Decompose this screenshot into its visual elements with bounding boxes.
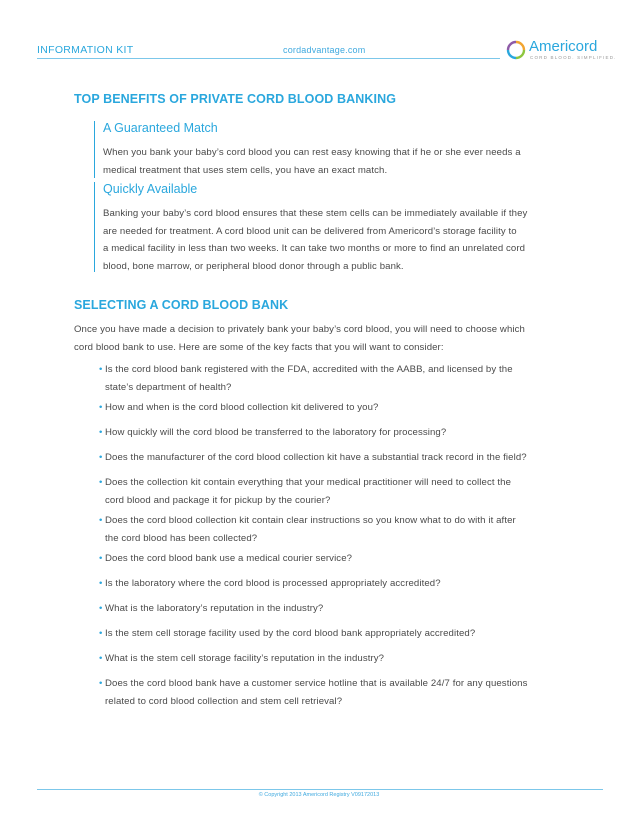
- logo-tagline: CORD BLOOD. SIMPLIFIED.: [530, 55, 617, 60]
- list-item: [99, 575, 569, 593]
- list-item: [99, 650, 569, 668]
- bullet-icon: •: [99, 452, 103, 463]
- text-line: cord blood bank to use. Here are some of the key facts that you will want to consider:: [74, 341, 444, 353]
- list-item-text: [105, 474, 511, 509]
- list-item-text: [105, 625, 475, 643]
- list-item-text: [105, 575, 441, 593]
- logo-ring-icon: [506, 40, 526, 60]
- copyright-notice: © Copyright 2013 Americord Registry V09172013: [258, 792, 380, 798]
- text-line: are needed for treatment. A cord blood unit can be delivered from Americord’s storage facility to: [103, 225, 517, 237]
- text-line: Does the cord blood bank use a medical courier service?: [105, 553, 353, 564]
- bullet-icon: •: [99, 402, 103, 413]
- list-item: [99, 512, 569, 547]
- text-line: a medical facility in less than two weeks. It can take two months or more to find an unrelated cord: [103, 243, 526, 254]
- bullet-icon: •: [99, 364, 103, 375]
- text-line: Is the stem cell storage facility used by the cord blood bank appropriately accredited?: [105, 628, 476, 639]
- text-line: What is the laboratory’s reputation in the industry?: [105, 603, 324, 614]
- list-item: [99, 625, 569, 643]
- text-line: How and when is the cord blood collection kit delivered to you?: [105, 402, 379, 413]
- list-item: [99, 449, 569, 467]
- bullet-icon: •: [99, 628, 103, 639]
- bullet-icon: •: [99, 427, 103, 438]
- text-line: Does the manufacturer of the cord blood collection kit have a substantial track record in the field?: [105, 452, 527, 463]
- quickly-available-text: [103, 205, 573, 275]
- list-item-text: [105, 399, 378, 417]
- bullet-icon: •: [99, 578, 103, 589]
- list-item: [99, 550, 569, 568]
- text-line: Does the collection kit contain everything that your medical practitioner will need to collect the: [105, 477, 512, 488]
- text-line: state’s department of health?: [105, 381, 232, 393]
- list-item-text: [105, 361, 513, 396]
- list-item-text: [105, 650, 384, 668]
- quickly-available-bar: [94, 182, 95, 272]
- list-item-text: [105, 600, 323, 618]
- guaranteed-match-heading: A Guaranteed Match: [103, 121, 218, 135]
- list-item: [99, 361, 569, 396]
- bullet-icon: •: [99, 678, 103, 689]
- website-url[interactable]: cordadvantage.com: [283, 45, 366, 55]
- list-item-text: [105, 449, 527, 467]
- text-line: What is the stem cell storage facility’s reputation in the industry?: [105, 653, 385, 664]
- quickly-available-heading: Quickly Available: [103, 182, 198, 196]
- text-line: Does the cord blood collection kit contain clear instructions so you know what to do with it after: [105, 515, 516, 526]
- list-item: [99, 424, 569, 442]
- list-item: [99, 474, 569, 509]
- benefits-title: TOP BENEFITS OF PRIVATE CORD BLOOD BANKING: [74, 92, 397, 106]
- text-line: How quickly will the cord blood be transferred to the laboratory for processing?: [105, 427, 447, 438]
- selecting-title: SELECTING A CORD BLOOD BANK: [74, 298, 289, 312]
- list-item-text: [105, 675, 527, 710]
- bullet-icon: •: [99, 553, 103, 564]
- bullet-icon: •: [99, 603, 103, 614]
- list-item: [99, 675, 569, 710]
- information-kit-label: INFORMATION KIT: [37, 44, 134, 56]
- text-line: Is the cord blood bank registered with the FDA, accredited with the AABB, and licensed by the: [105, 364, 513, 375]
- text-line: related to cord blood collection and stem cell retrieval?: [105, 695, 343, 707]
- logo-wordmark: Americord: [529, 38, 598, 55]
- list-item-text: [105, 550, 352, 568]
- bullet-icon: •: [99, 653, 103, 664]
- text-line: blood, bone marrow, or peripheral blood donor through a public bank.: [103, 260, 404, 272]
- text-line: Once you have made a decision to privately bank your baby’s cord blood, you will need to choose which: [74, 324, 525, 335]
- text-line: cord blood and package it for pickup by the courier?: [105, 494, 331, 506]
- footer-rule: [37, 789, 603, 790]
- guaranteed-match-text: [103, 144, 573, 179]
- bullet-icon: •: [99, 515, 103, 526]
- text-line: When you bank your baby’s cord blood you can rest easy knowing that if he or she ever needs a: [103, 147, 521, 158]
- consideration-list: [99, 361, 569, 713]
- list-item-text: [105, 424, 446, 442]
- text-line: Banking your baby’s cord blood ensures that these stem cells can be immediately available if they: [103, 208, 528, 219]
- selecting-intro: [74, 321, 574, 356]
- text-line: Does the cord blood bank have a customer service hotline that is available 24/7 for any questions: [105, 678, 528, 689]
- text-line: medical treatment that uses stem cells, you have an exact match.: [103, 164, 388, 176]
- list-item: [99, 399, 569, 417]
- americord-logo: [506, 38, 617, 62]
- text-line: Is the laboratory where the cord blood is processed appropriately accredited?: [105, 578, 441, 589]
- header-rule: [37, 58, 500, 59]
- list-item-text: [105, 512, 516, 547]
- guaranteed-match-bar: [94, 121, 95, 178]
- bullet-icon: •: [99, 477, 103, 488]
- list-item: [99, 600, 569, 618]
- text-line: the cord blood has been collected?: [105, 532, 258, 544]
